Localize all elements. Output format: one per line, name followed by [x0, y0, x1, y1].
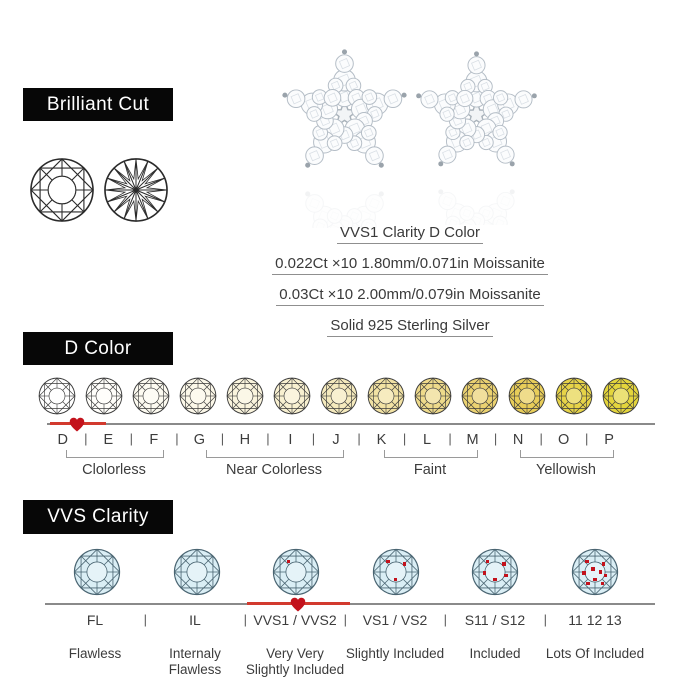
clarity-grade-diamond — [471, 548, 519, 596]
color-grade-letter: P — [604, 432, 614, 448]
clarity-grade-description: Internaly Flawless — [168, 646, 222, 677]
color-selected-heart-icon — [69, 417, 85, 432]
clarity-grade-diamond — [173, 548, 221, 596]
grade-separator: | — [243, 612, 247, 627]
diamond-facet-burst-icon — [103, 157, 169, 223]
clarity-grade-description: Slightly Included — [345, 646, 445, 661]
inclusion-dots — [173, 548, 221, 596]
clarity-grade-description: Very Very Slightly Included — [245, 646, 345, 677]
color-grade-letter: M | — [466, 431, 498, 448]
product-spec-list — [250, 224, 570, 348]
diamond-top-view-icon — [29, 157, 95, 223]
color-grade-diamond-icon — [602, 377, 640, 415]
clarity-grade-code: 11 12 13 — [568, 612, 622, 628]
inclusion-dots — [272, 548, 320, 596]
grade-separator: | — [448, 431, 452, 446]
inclusion-dots — [471, 548, 519, 596]
color-group-bracket-yellowish — [520, 450, 614, 458]
color-grade-letter: J | — [332, 431, 361, 448]
clarity-grade-code: VVS1 / VVS2 | — [253, 612, 347, 628]
color-grade-diamond-icon — [555, 377, 593, 415]
clarity-grade-code: VS1 / VS2 | — [362, 612, 447, 628]
clarity-grade-description: Lots Of Included — [545, 646, 645, 661]
clarity-grade-description: Flawless — [68, 646, 122, 661]
star-earring-image-right — [410, 48, 543, 230]
inclusion-dots — [372, 548, 420, 596]
grade-separator: | — [584, 431, 589, 446]
color-grade-diamond-icon — [414, 377, 452, 415]
color-grade-letter: K | — [376, 431, 407, 448]
clarity-description-row — [45, 646, 645, 678]
grade-separator: | — [220, 431, 225, 446]
color-grade-diamond-icon — [226, 377, 264, 415]
grade-separator: | — [402, 431, 407, 446]
grade-separator: | — [443, 612, 447, 627]
color-grade-diamond-icon — [508, 377, 546, 415]
color-grade-diamond-icon — [38, 377, 76, 415]
star-earring-image-left — [276, 46, 413, 233]
color-group-bracket-colorless — [66, 450, 164, 458]
grade-separator: | — [175, 431, 179, 446]
grade-separator: | — [84, 431, 88, 446]
vvs-clarity-title: VVS Clarity — [47, 506, 149, 527]
color-grade-letter: G | — [193, 431, 225, 448]
color-grade-letter: I | — [288, 431, 316, 448]
clarity-grade-description: Included — [469, 646, 521, 661]
section-label-d-color — [23, 332, 173, 365]
clarity-grade-code: S11 / S12 | — [464, 612, 547, 628]
clarity-grade-code: FL | — [86, 612, 147, 628]
clarity-scale-line — [45, 603, 655, 605]
color-grade-diamond-icon — [367, 377, 405, 415]
color-group-label-faint: Faint — [413, 462, 447, 478]
grade-separator: | — [357, 431, 361, 446]
clarity-selected-heart-icon — [290, 597, 306, 612]
brilliant-cut-title: Brilliant Cut — [46, 93, 150, 115]
grade-separator: | — [143, 612, 147, 627]
color-group-label-colorless: Clolorless — [82, 462, 146, 478]
grade-separator: | — [493, 431, 498, 446]
color-group-bracket-near-colorless — [206, 450, 344, 458]
color-grade-letter: D | — [57, 431, 88, 448]
grade-separator: | — [543, 612, 547, 627]
inclusion-dots — [571, 548, 619, 596]
grade-separator: | — [129, 431, 134, 446]
section-label-vvs-clarity — [23, 500, 173, 534]
color-grade-letter: N | — [512, 431, 543, 448]
clarity-grade-diamond — [73, 548, 121, 596]
grade-separator: | — [266, 431, 270, 446]
color-group-bracket-faint — [384, 450, 478, 458]
color-diamond-row — [38, 377, 640, 415]
inclusion-dots — [73, 548, 121, 596]
grade-separator: | — [311, 431, 316, 446]
color-grade-letter: E | — [103, 431, 134, 448]
color-grade-diamond-icon — [273, 377, 311, 415]
product-spec-line: Solid 925 Sterling Silver — [327, 317, 492, 337]
color-grade-diamond-icon — [461, 377, 499, 415]
clarity-grade-diamond — [272, 548, 320, 596]
grade-separator: | — [539, 431, 543, 446]
color-group-label-near-colorless: Near Colorless — [226, 462, 322, 478]
color-grade-diamond-icon — [179, 377, 217, 415]
color-grade-scale — [40, 432, 632, 448]
clarity-grade-code: IL | — [189, 612, 247, 628]
clarity-diamond-row — [73, 548, 619, 596]
product-spec-line: VVS1 Clarity D Color — [337, 224, 483, 244]
product-spec-line: 0.022Ct ×10 1.80mm/0.071in Moissanite — [272, 255, 548, 275]
product-spec-line: 0.03Ct ×10 2.00mm/0.079in Moissanite — [276, 286, 543, 306]
grade-separator: | — [343, 612, 347, 627]
color-grade-letter: H | — [239, 431, 270, 448]
color-grade-letter: O | — [557, 431, 589, 448]
clarity-grade-scale — [45, 612, 645, 628]
section-label-brilliant-cut — [23, 88, 173, 121]
color-scale-line — [47, 423, 655, 425]
color-grade-diamond-icon — [132, 377, 170, 415]
d-color-title: D Color — [64, 337, 132, 359]
clarity-grade-diamond — [571, 548, 619, 596]
color-grade-letter: F | — [149, 431, 179, 448]
color-group-label-yellowish: Yellowish — [536, 462, 596, 478]
color-grade-diamond-icon — [320, 377, 358, 415]
clarity-grade-diamond — [372, 548, 420, 596]
color-grade-letter: L | — [422, 431, 452, 448]
color-grade-diamond-icon — [85, 377, 123, 415]
